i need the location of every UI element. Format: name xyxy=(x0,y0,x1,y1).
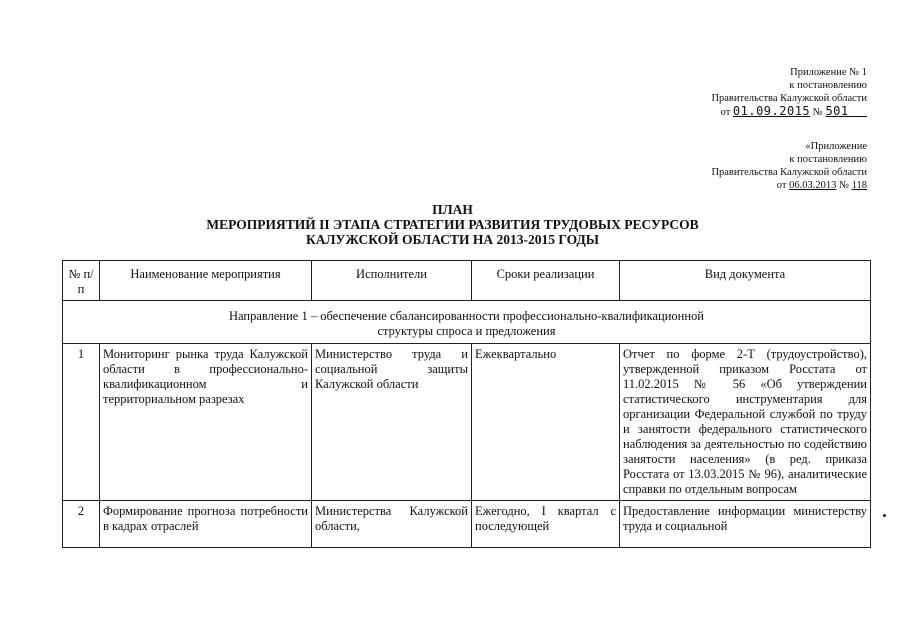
header-name: Наименование мероприятия xyxy=(100,261,312,301)
header-terms: Сроки реализации xyxy=(472,261,620,301)
row-1-name: Мониторинг рынка труда Калужской области в профессионально-квалификационном и территориальном разрезах xyxy=(100,344,312,501)
row-1-terms: Ежеквартально xyxy=(472,344,620,501)
row-2-executors: Министерства Калужской области, xyxy=(312,501,472,548)
direction-row xyxy=(63,301,871,344)
table-header-row xyxy=(63,261,871,301)
appendix-2-date-line xyxy=(711,179,867,192)
title-line-3: КАЛУЖСКОЙ ОБЛАСТИ НА 2013-2015 ГОДЫ xyxy=(305,232,600,247)
appendix-1-title: Приложение № 1 xyxy=(790,67,867,78)
scan-dot-mark xyxy=(883,514,886,517)
appendix-2-from: от xyxy=(776,180,787,191)
appendix-2-date: 06.03.2013 xyxy=(789,180,837,191)
row-2-document-type: Предоставление информации министерству труда и социальной xyxy=(620,501,871,548)
row-1-executors: Министерство труда и социальной защиты Калужской области xyxy=(312,344,472,501)
row-1-document-type: Отчет по форме 2-Т (трудоустройство), утвержденной приказом Росстата от 11.02.2015 № 56 «Об утверждении статистического инструментария для организации Федеральной службой по труду и занятости федерального статистического наблюдения за деятельностью по содействию занятости населения» (в ред. приказа Росстата от 13.03.2015 № 96), аналитические справки по отдельным вопросам xyxy=(620,344,871,501)
header-document-type: Вид документа xyxy=(620,261,871,301)
appendix-1-line2: к постановлению xyxy=(789,80,867,91)
table-row xyxy=(63,501,871,548)
appendix-1-no: № xyxy=(812,107,823,118)
appendix-2-line2: к постановлению xyxy=(789,154,867,165)
appendix-1-block xyxy=(711,66,867,119)
header-num: № п/п xyxy=(63,261,100,301)
appendix-1-date: 01.09.2015 xyxy=(732,104,811,118)
appendix-1-number: 501 xyxy=(825,104,849,118)
direction-cell: Направление 1 – обеспечение сбалансированности профессионально-квалификационной структуры спроса и предложения xyxy=(63,301,871,344)
appendix-2-block xyxy=(711,140,867,192)
appendix-1-line3: Правительства Калужской области xyxy=(711,93,867,104)
plan-table xyxy=(62,260,871,548)
table-row xyxy=(63,344,871,501)
row-2-terms: Ежегодно, I квартал с последующей xyxy=(472,501,620,548)
row-2-num: 2 xyxy=(63,501,100,548)
title-line-1: ПЛАН xyxy=(432,202,473,217)
appendix-2-number: 118 xyxy=(851,180,867,191)
document-title xyxy=(0,202,905,247)
appendix-2-title: «Приложение xyxy=(805,141,867,152)
appendix-2-line3: Правительства Калужской области xyxy=(711,167,867,178)
appendix-2-no: № xyxy=(838,180,849,191)
row-2-name: Формирование прогноза потребности в кадрах отраслей xyxy=(100,501,312,548)
row-1-num: 1 xyxy=(63,344,100,501)
appendix-1-from: от xyxy=(720,107,731,118)
appendix-1-date-line xyxy=(711,105,867,119)
title-line-2: МЕРОПРИЯТИЙ II ЭТАПА СТРАТЕГИИ РАЗВИТИЯ ТРУДОВЫХ РЕСУРСОВ xyxy=(206,217,699,232)
header-executors: Исполнители xyxy=(312,261,472,301)
